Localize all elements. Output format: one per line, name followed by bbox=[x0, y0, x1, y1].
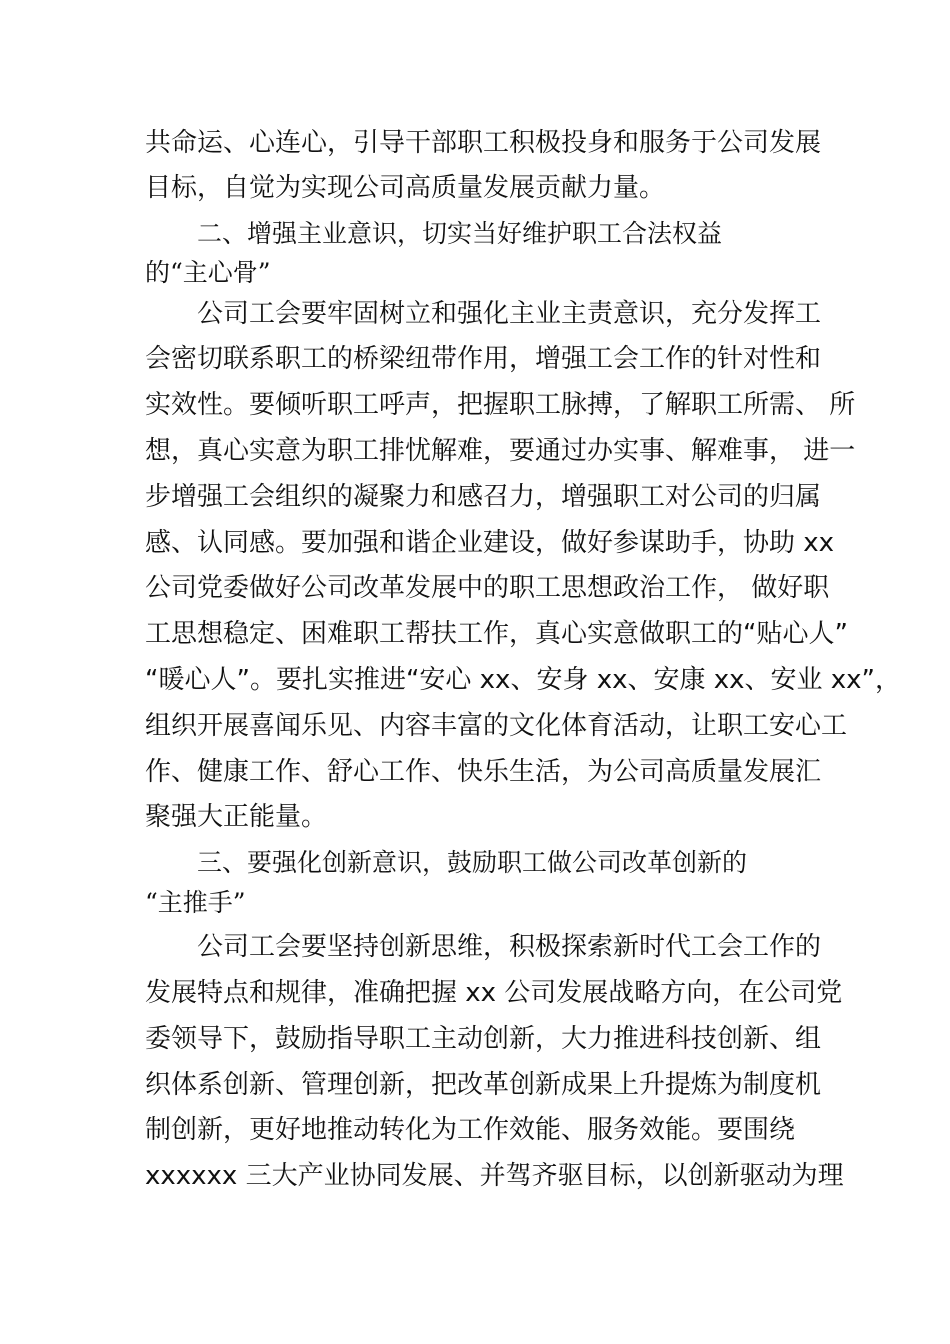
body-text-line: 作、健康工作、舒心工作、快乐生活，为公司高质量发展汇 bbox=[145, 757, 822, 787]
body-text-line: 工思想稳定、困难职工帮扶工作，真心实意做职工的“贴心人” bbox=[145, 619, 848, 649]
body-text-line: 目标，自觉为实现公司高质量发展贡献力量。 bbox=[145, 173, 666, 203]
section-heading-2-continued: 的“主心骨” bbox=[145, 258, 271, 287]
body-text-line: 公司工会要坚持创新思维，积极探索新时代工会工作的 bbox=[197, 932, 822, 962]
body-text-line: 聚强大正能量。 bbox=[145, 802, 328, 832]
section-heading-2: 二、增强主业意识，切实当好维护职工合法权益 bbox=[197, 219, 723, 248]
body-text-line: 发展特点和规律，准确把握 xx 公司发展战略方向，在公司党 bbox=[145, 978, 843, 1008]
body-text-line: 委领导下，鼓励指导职工主动创新，大力推进科技创新、组 bbox=[145, 1024, 822, 1054]
section-heading-3: 三、要强化创新意识，鼓励职工做公司改革创新的 bbox=[197, 848, 748, 877]
body-text-line: 感、认同感。要加强和谐企业建设，做好参谋助手，协助 xx bbox=[145, 528, 835, 558]
body-text-line: 织体系创新、管理创新，把改革创新成果上升提炼为制度机 bbox=[145, 1070, 822, 1100]
body-text-line: xxxxxx 三大产业协同发展、并驾齐驱目标，以创新驱动为理 bbox=[145, 1161, 844, 1191]
body-text-line: 公司党委做好公司改革发展中的职工思想政治工作， 做好职 bbox=[145, 573, 830, 603]
body-text-line: 公司工会要牢固树立和强化主业主责意识，充分发挥工 bbox=[197, 299, 822, 329]
body-text-line: 想，真心实意为职工排忧解难，要通过办实事、解难事， 进一 bbox=[145, 436, 856, 466]
body-text-line: 会密切联系职工的桥梁纽带作用，增强工会工作的针对性和 bbox=[145, 344, 822, 374]
body-text-line: “暖心人”。要扎实推进“安心 xx、安身 xx、安康 xx、安业 xx”， bbox=[145, 665, 902, 695]
body-text-line: 共命运、心连心，引导干部职工积极投身和服务于公司发展 bbox=[145, 128, 822, 158]
body-text-line: 组织开展喜闻乐见、内容丰富的文化体育活动，让职工安心工 bbox=[145, 711, 848, 741]
body-text-line: 实效性。要倾听职工呼声，把握职工脉搏，了解职工所需、 所 bbox=[145, 390, 856, 420]
body-text-line: 制创新，更好地推动转化为工作效能、服务效能。要围绕 bbox=[145, 1115, 796, 1145]
body-text-line: 步增强工会组织的凝聚力和感召力，增强职工对公司的归属 bbox=[145, 482, 822, 512]
section-heading-3-continued: “主推手” bbox=[145, 888, 246, 917]
